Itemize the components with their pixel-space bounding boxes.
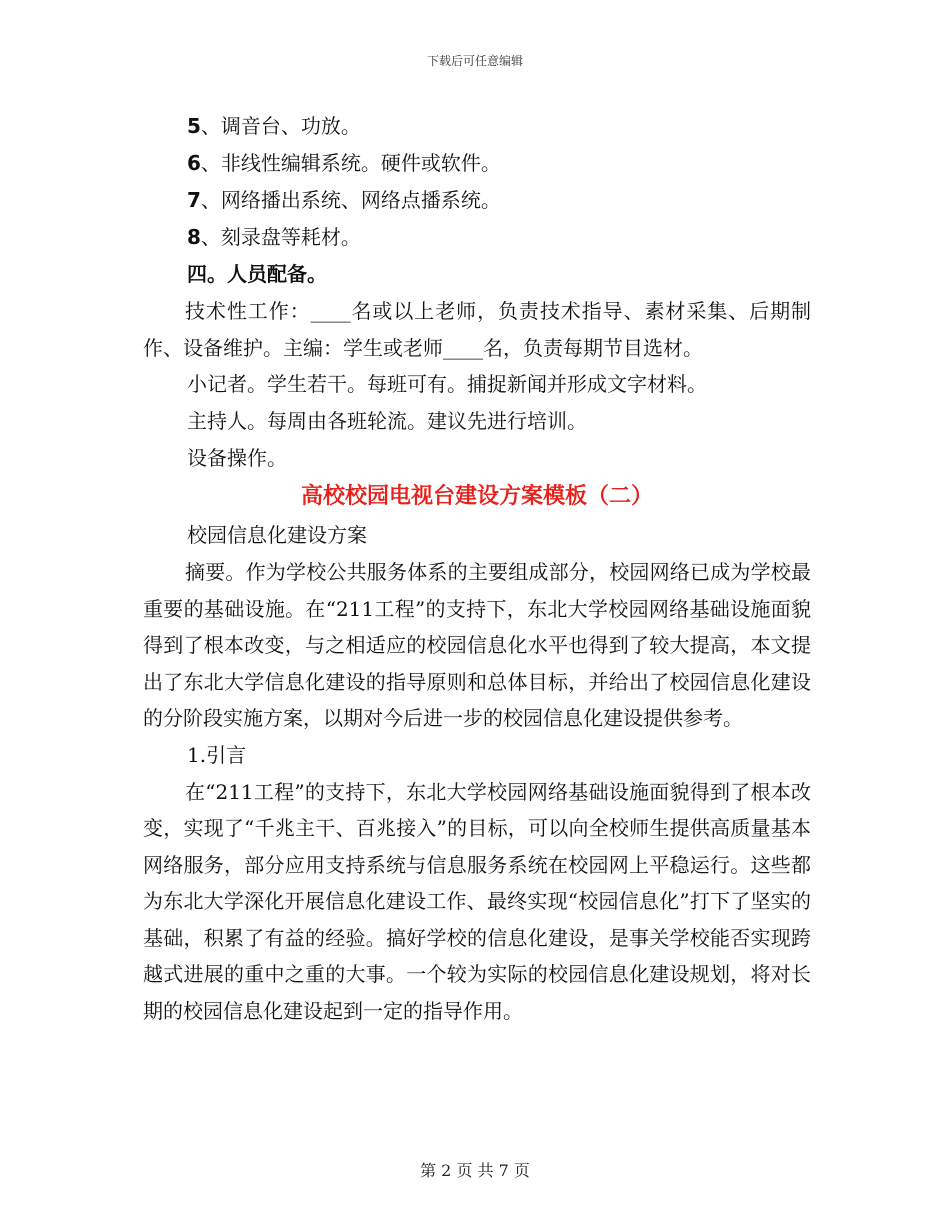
paragraph-reporters: 小记者。学生若干。每班可有。捕捉新闻并形成文字材料。 <box>187 372 707 396</box>
list-text: 、调音台、功放。 <box>200 114 361 138</box>
paragraph-abstract: 摘要。作为学校公共服务体系的主要组成部分，校园网络已成为学校最重要的基础设施。在“211工程”的支持下，东北大学校园网络基础设施面貌得到了根本改变，与之相适应的校园信息化水平也得到了较大提高，本文提出了东北大学信息化建设的指导原则和总体目标，并给出了校园信息化建设的分阶段实施方案，以期对今后进一步的校园信息化建设提供参考。 <box>143 560 811 730</box>
document-subtitle: 校园信息化建设方案 <box>187 523 367 547</box>
list-text: 、非线性编辑系统。硬件或软件。 <box>200 151 501 175</box>
paragraph-hosts: 主持人。每周由各班轮流。建议先进行培训。 <box>187 409 587 433</box>
list-item <box>143 182 811 219</box>
list-text: 、网络播出系统、网络点播系统。 <box>200 188 501 212</box>
list-text: 、刻录盘等耗材。 <box>200 225 361 249</box>
list-item <box>143 108 811 145</box>
document-body <box>143 108 811 1029</box>
document-title: 高校校园电视台建设方案模板（二） <box>300 484 653 509</box>
paragraph-intro: 在“211工程”的支持下，东北大学校园网络基础设施面貌得到了根本改变，实现了“千兆主干、百兆接入”的目标，可以向全校师生提供高质量基本网络服务，部分应用支持系统与信息服务系统在校园网上平稳运行。这些都为东北大学深化开展信息化建设工作、最终实现“校园信息化”打下了坚实的基础，积累了有益的经验。搞好学校的信息化建设，是事关学校能否实现跨越式进展的重中之重的大事。一个较为实际的校园信息化建设规划，将对长期的校园信息化建设起到一定的指导作用。 <box>143 779 811 1023</box>
paragraph-technical-staff: 技术性工作：____名或以上老师，负责技术指导、素材采集、后期制作、设备维护。主编：学生或老师____名，负责每期节目选材。 <box>143 299 811 360</box>
section-heading-staffing: 四。人员配备。 <box>187 262 327 286</box>
page-number: 第 2 页 共 7 页 <box>420 1161 530 1180</box>
list-number: 6 <box>187 151 201 175</box>
page-header: 下载后可任意编辑 <box>426 54 523 68</box>
list-item <box>143 219 811 256</box>
paragraph-equipment-operation: 设备操作。 <box>187 446 287 470</box>
list-item <box>143 145 811 182</box>
list-number: 5 <box>187 114 201 138</box>
list-number: 8 <box>187 225 201 249</box>
section-heading-intro: 1.引言 <box>187 742 247 767</box>
list-number: 7 <box>187 188 201 212</box>
